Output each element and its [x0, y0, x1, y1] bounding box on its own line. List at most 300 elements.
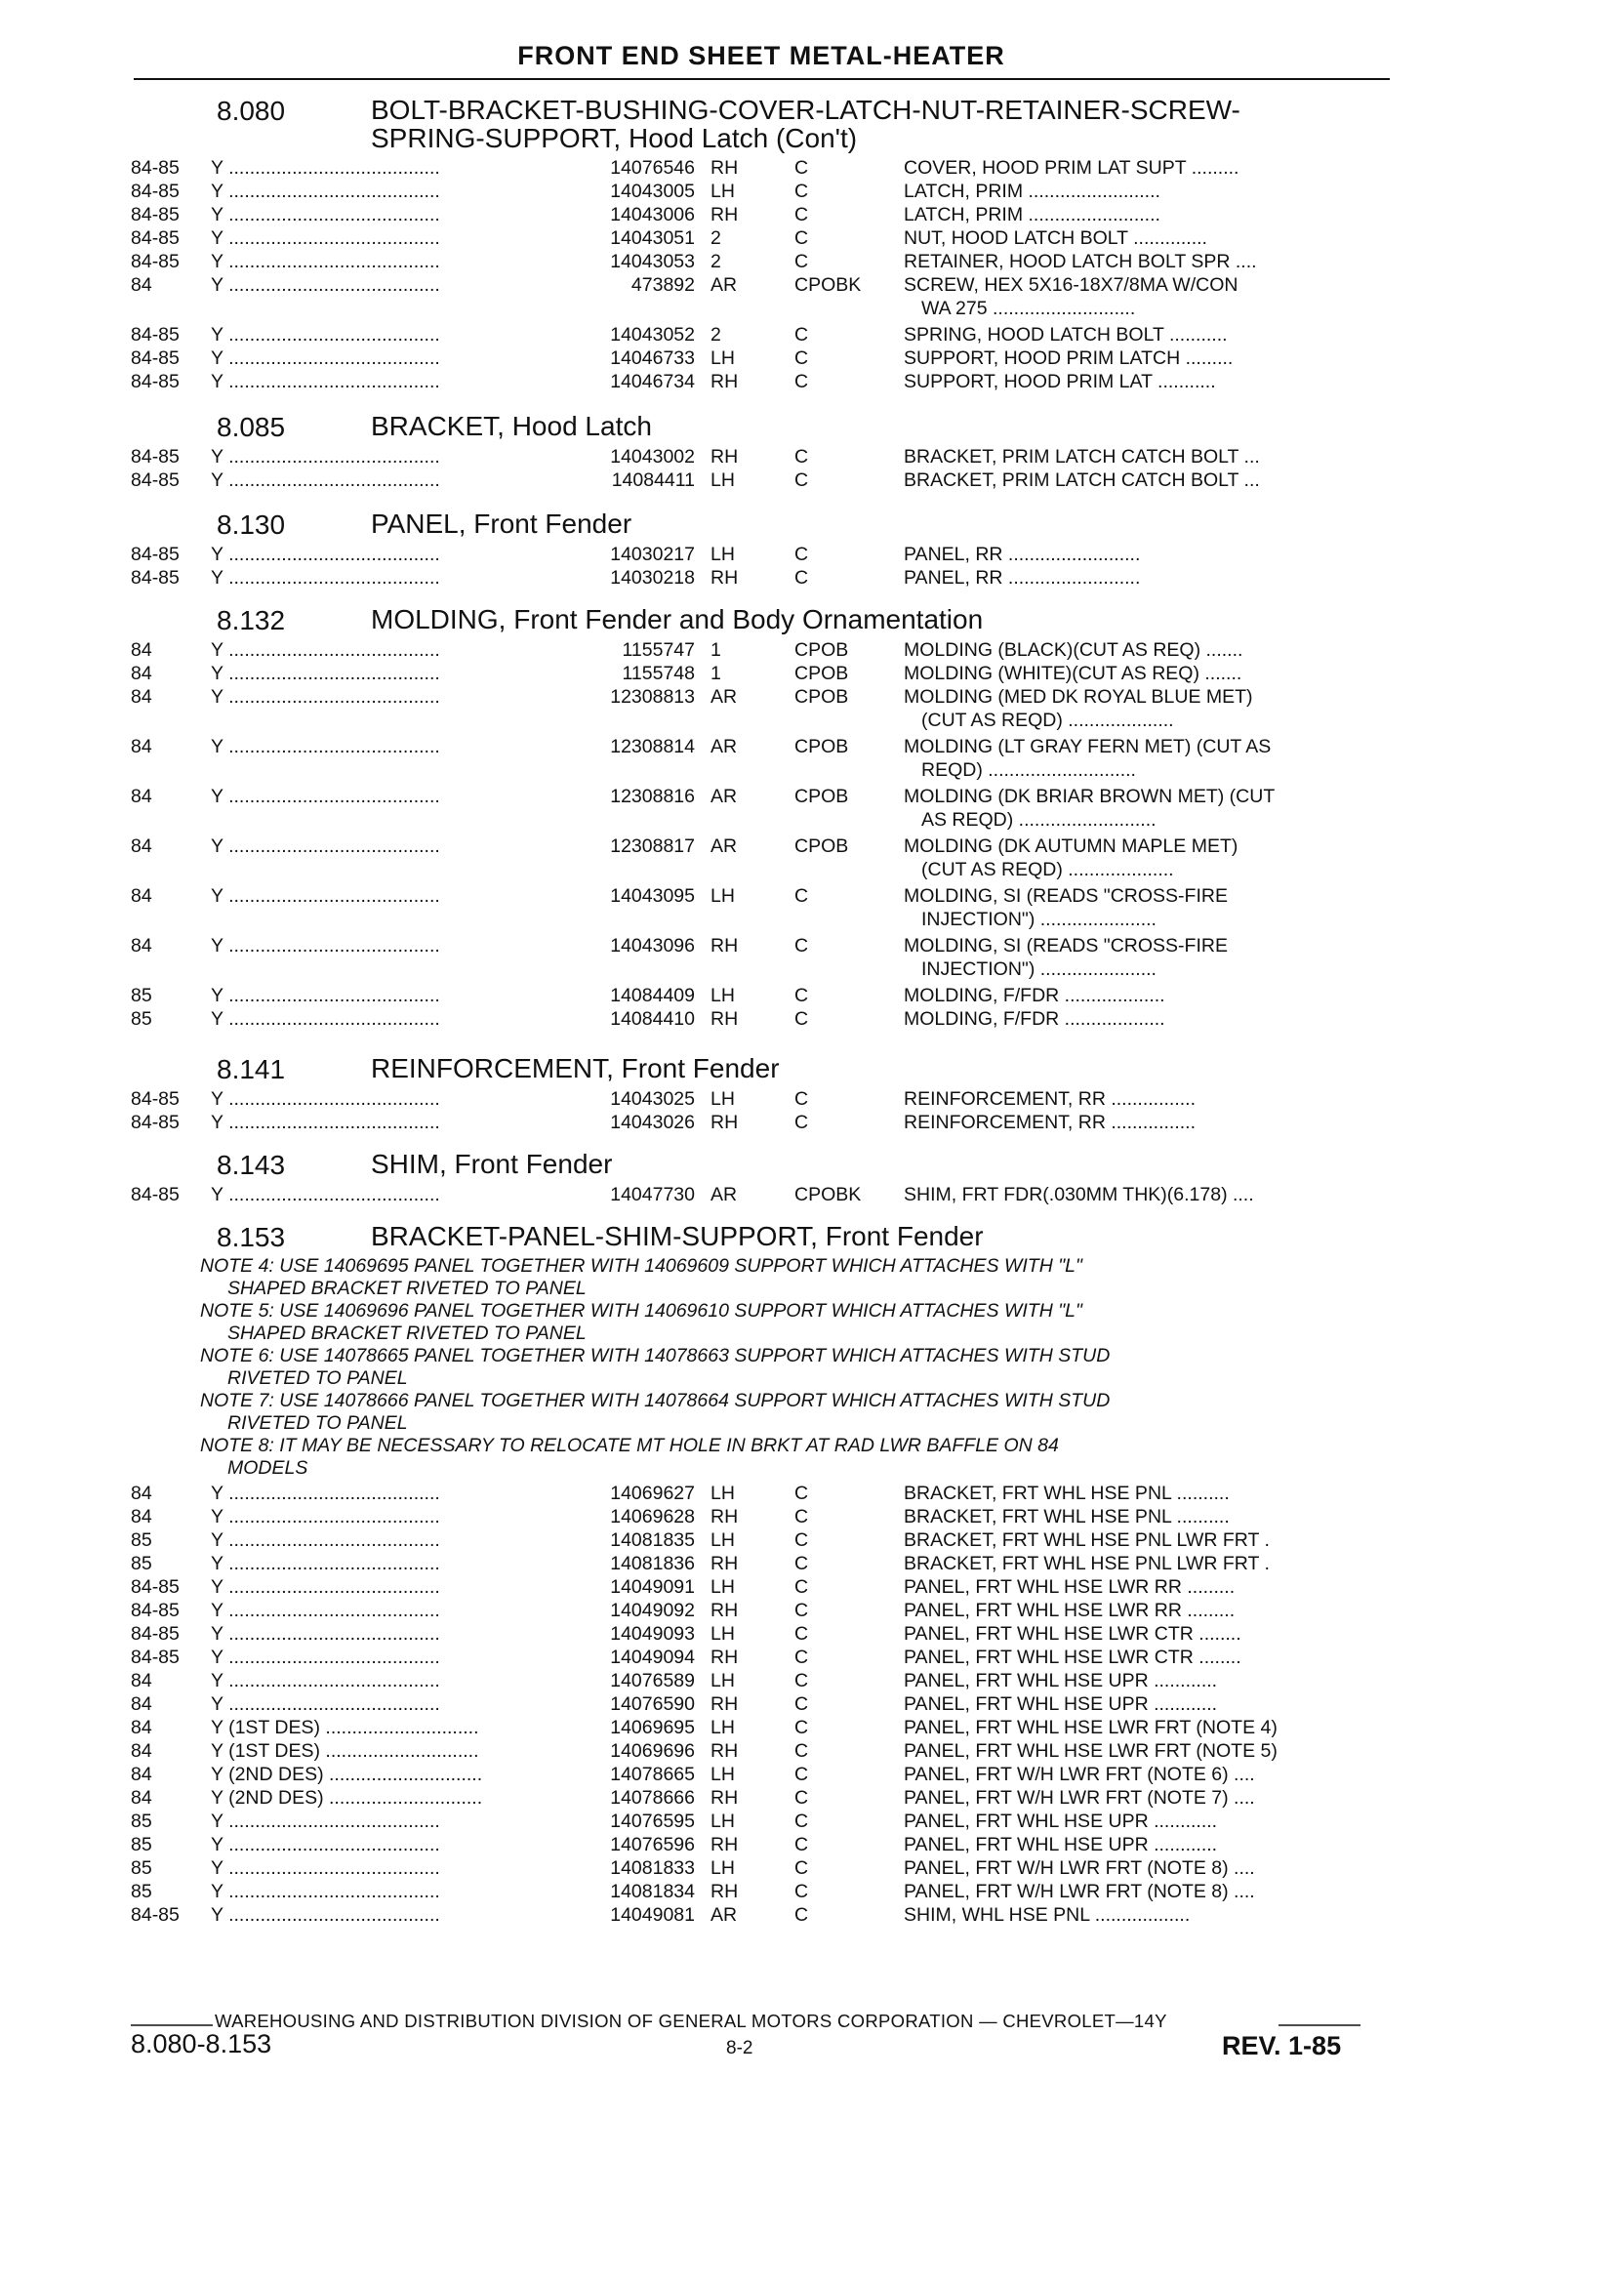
section-number: 8.085 — [217, 412, 286, 442]
description-line: PANEL, RR ......................... — [904, 567, 1141, 589]
part-number: 14081834 — [610, 1881, 695, 1902]
source-code: C — [794, 1112, 809, 1133]
description-line: PANEL, FRT WHL HSE UPR ............ — [904, 1693, 1218, 1715]
part-number: 14069695 — [610, 1717, 695, 1738]
quantity: LH — [710, 347, 735, 369]
body-indicator: Y ........................................ — [211, 1088, 440, 1110]
body-indicator: Y ........................................ — [211, 469, 440, 491]
parts-row — [0, 1575, 1405, 1599]
source-code: C — [794, 181, 809, 202]
note-line: NOTE 4: USE 14069695 PANEL TOGETHER WITH 14069609 SUPPORT WHICH ATTACHES WITH "L" — [200, 1255, 1082, 1277]
quantity: RH — [710, 1693, 739, 1715]
model-year: 84-85 — [131, 1647, 180, 1668]
body-indicator: Y ........................................ — [211, 1670, 440, 1691]
description-line-continued: (CUT AS REQD) .................... — [921, 859, 1174, 880]
part-description — [904, 346, 1382, 370]
parts-row — [0, 934, 1405, 984]
quantity: LH — [710, 1811, 735, 1832]
description-line: BRACKET, FRT WHL HSE PNL LWR FRT . — [904, 1553, 1270, 1574]
parts-row — [0, 543, 1405, 566]
part-description — [904, 1482, 1382, 1505]
model-year: 85 — [131, 1881, 152, 1902]
model-year: 85 — [131, 1834, 152, 1855]
body-indicator: Y (1ST DES) ............................. — [211, 1717, 479, 1738]
parts-row — [0, 735, 1405, 785]
part-description — [904, 203, 1382, 226]
description-line: PANEL, FRT W/H LWR FRT (NOTE 6) .... — [904, 1764, 1255, 1785]
part-description — [904, 662, 1382, 685]
note-line: NOTE 7: USE 14078666 PANEL TOGETHER WITH 14078664 SUPPORT WHICH ATTACHES WITH STUD — [200, 1390, 1111, 1411]
body-indicator: Y ........................................ — [211, 446, 440, 468]
part-number: 14049081 — [610, 1904, 695, 1926]
model-year: 85 — [131, 985, 152, 1006]
part-number: 14069627 — [610, 1483, 695, 1504]
part-description — [904, 835, 1382, 881]
catalog-section — [0, 605, 1405, 1031]
model-year: 84-85 — [131, 157, 180, 179]
source-code: CPOB — [794, 663, 849, 684]
description-line: MOLDING, SI (READS "CROSS-FIRE — [904, 935, 1228, 957]
parts-row — [0, 1183, 1405, 1206]
quantity: RH — [710, 1787, 739, 1809]
part-description — [904, 1087, 1382, 1111]
quantity: RH — [710, 1600, 739, 1621]
note-line-continued: SHAPED BRACKET RIVETED TO PANEL — [227, 1323, 587, 1344]
quantity: LH — [710, 1857, 735, 1879]
description-line: NUT, HOOD LATCH BOLT .............. — [904, 227, 1207, 249]
body-indicator: Y ........................................ — [211, 786, 440, 807]
quantity: AR — [710, 686, 738, 708]
model-year: 84-85 — [131, 1088, 180, 1110]
quantity: LH — [710, 469, 735, 491]
source-code: C — [794, 251, 809, 272]
source-code: C — [794, 985, 809, 1006]
source-code: C — [794, 1008, 809, 1030]
description-line: BRACKET, FRT WHL HSE PNL .......... — [904, 1506, 1230, 1527]
parts-row — [0, 685, 1405, 735]
part-number: 14078665 — [610, 1764, 695, 1785]
model-year: 84-85 — [131, 251, 180, 272]
part-number: 14084409 — [610, 985, 695, 1006]
quantity: LH — [710, 1576, 735, 1598]
parts-row — [0, 1739, 1405, 1763]
part-description — [904, 1880, 1382, 1903]
source-code: C — [794, 1553, 809, 1574]
quantity: RH — [710, 1647, 739, 1668]
part-number: 14043006 — [610, 204, 695, 225]
source-code: C — [794, 469, 809, 491]
source-code: C — [794, 1529, 809, 1551]
section-header — [0, 605, 1405, 638]
quantity: 2 — [710, 324, 721, 346]
part-number: 12308816 — [610, 786, 695, 807]
quantity: RH — [710, 1740, 739, 1762]
model-year: 84-85 — [131, 1576, 180, 1598]
parts-row — [0, 1646, 1405, 1669]
model-year: 84 — [131, 1717, 152, 1738]
description-line: PANEL, FRT WHL HSE LWR FRT (NOTE 4) — [904, 1717, 1278, 1738]
parts-row — [0, 346, 1405, 370]
quantity: RH — [710, 157, 739, 179]
source-code: C — [794, 347, 809, 369]
part-description — [904, 1763, 1382, 1786]
part-description — [904, 566, 1382, 590]
body-indicator: Y ........................................ — [211, 274, 440, 296]
body-indicator: Y ........................................ — [211, 686, 440, 708]
model-year: 84 — [131, 885, 152, 907]
parts-row — [0, 323, 1405, 346]
source-code: C — [794, 446, 809, 468]
source-code: C — [794, 1881, 809, 1902]
parts-row — [0, 566, 1405, 590]
parts-row — [0, 835, 1405, 884]
note-line: NOTE 6: USE 14078665 PANEL TOGETHER WITH 14078663 SUPPORT WHICH ATTACHES WITH STUD — [200, 1345, 1111, 1366]
part-number: 14030218 — [610, 567, 695, 589]
source-code: C — [794, 1506, 809, 1527]
part-description — [904, 934, 1382, 981]
parts-row — [0, 1810, 1405, 1833]
description-line-continued: (CUT AS REQD) .................... — [921, 710, 1174, 731]
body-indicator: Y ........................................ — [211, 1529, 440, 1551]
part-number: 14078666 — [610, 1787, 695, 1809]
parts-row — [0, 1856, 1405, 1880]
model-year: 84 — [131, 1764, 152, 1785]
part-description — [904, 1669, 1382, 1692]
part-number: 14049094 — [610, 1647, 695, 1668]
body-indicator: Y ........................................ — [211, 1857, 440, 1879]
section-number: 8.130 — [217, 509, 286, 540]
part-description — [904, 638, 1382, 662]
part-number: 14081836 — [610, 1553, 695, 1574]
source-code: C — [794, 1623, 809, 1645]
source-code: C — [794, 1764, 809, 1785]
section-header — [0, 412, 1405, 445]
description-line: PANEL, RR ......................... — [904, 544, 1141, 565]
section-header — [0, 96, 1405, 156]
quantity: AR — [710, 274, 738, 296]
body-indicator: Y ........................................ — [211, 1184, 440, 1205]
title-rule — [134, 78, 1390, 80]
model-year: 85 — [131, 1008, 152, 1030]
parts-row — [0, 1599, 1405, 1622]
model-year: 84-85 — [131, 469, 180, 491]
part-number: 1155748 — [622, 663, 695, 684]
section-title: BRACKET, Hood Latch — [371, 411, 652, 441]
parts-row — [0, 1552, 1405, 1575]
source-code: C — [794, 1717, 809, 1738]
description-line: PANEL, FRT W/H LWR FRT (NOTE 8) .... — [904, 1857, 1255, 1879]
source-code: C — [794, 1904, 809, 1926]
parts-row — [0, 156, 1405, 180]
part-number: 14049092 — [610, 1600, 695, 1621]
section-title: MOLDING, Front Fender and Body Ornamentation — [371, 604, 984, 634]
part-number: 1155747 — [622, 639, 695, 661]
quantity: RH — [710, 1834, 739, 1855]
part-description — [904, 1622, 1382, 1646]
parts-row — [0, 1716, 1405, 1739]
description-line: MOLDING, SI (READS "CROSS-FIRE — [904, 885, 1228, 907]
model-year: 84 — [131, 663, 152, 684]
source-code: C — [794, 1740, 809, 1762]
part-description — [904, 1903, 1382, 1927]
source-code: CPOB — [794, 686, 849, 708]
description-line: MOLDING (MED DK ROYAL BLUE MET) — [904, 686, 1253, 708]
body-indicator: Y (2ND DES) ............................. — [211, 1764, 483, 1785]
note-line: NOTE 5: USE 14069696 PANEL TOGETHER WITH 14069610 SUPPORT WHICH ATTACHES WITH "L" — [200, 1300, 1082, 1322]
quantity: AR — [710, 835, 738, 857]
description-line: PANEL, FRT WHL HSE UPR ............ — [904, 1670, 1218, 1691]
quantity: AR — [710, 786, 738, 807]
page-title: FRONT END SHEET METAL-HEATER — [517, 41, 1005, 70]
body-indicator: Y ........................................ — [211, 1647, 440, 1668]
parts-row — [0, 1786, 1405, 1810]
quantity: RH — [710, 1506, 739, 1527]
part-description — [904, 1528, 1382, 1552]
source-code: C — [794, 157, 809, 179]
body-indicator: Y ........................................ — [211, 567, 440, 589]
quantity: 2 — [710, 227, 721, 249]
source-code: C — [794, 1811, 809, 1832]
part-number: 14084410 — [610, 1008, 695, 1030]
part-description — [904, 1646, 1382, 1669]
part-number: 14076595 — [610, 1811, 695, 1832]
description-line: RETAINER, HOOD LATCH BOLT SPR .... — [904, 251, 1257, 272]
part-number: 12308817 — [610, 835, 695, 857]
part-number: 14047730 — [610, 1184, 695, 1205]
description-line: PANEL, FRT WHL HSE LWR RR ......... — [904, 1600, 1236, 1621]
quantity: LH — [710, 1483, 735, 1504]
body-indicator: Y ........................................ — [211, 1600, 440, 1621]
model-year: 84-85 — [131, 227, 180, 249]
description-line: PANEL, FRT WHL HSE LWR CTR ........ — [904, 1647, 1241, 1668]
part-number: 14049091 — [610, 1576, 695, 1598]
catalog-section — [0, 1150, 1405, 1206]
source-code: C — [794, 1576, 809, 1598]
source-code: C — [794, 227, 809, 249]
part-description — [904, 1575, 1382, 1599]
body-indicator: Y (1ST DES) ............................. — [211, 1740, 479, 1762]
parts-row — [0, 1482, 1405, 1505]
description-line: MOLDING, F/FDR ................... — [904, 1008, 1165, 1030]
source-code: CPOB — [794, 786, 849, 807]
parts-row — [0, 638, 1405, 662]
part-description — [904, 323, 1382, 346]
description-line: PANEL, FRT WHL HSE LWR RR ......... — [904, 1576, 1236, 1598]
section-header — [0, 1222, 1405, 1255]
body-indicator: Y ........................................ — [211, 1623, 440, 1645]
part-description — [904, 1786, 1382, 1810]
part-number: 473892 — [630, 274, 695, 296]
catalog-section — [0, 96, 1405, 393]
footer-page-number: 8-2 — [726, 2038, 753, 2058]
source-code: C — [794, 1088, 809, 1110]
source-code: CPOBK — [794, 274, 862, 296]
footer-section-range: 8.080-8.153 — [131, 2029, 272, 2058]
body-indicator: Y ........................................ — [211, 227, 440, 249]
body-indicator: Y ........................................ — [211, 347, 440, 369]
body-indicator: Y ........................................ — [211, 251, 440, 272]
parts-row — [0, 1007, 1405, 1031]
section-notes — [0, 1255, 1391, 1480]
body-indicator: Y ........................................ — [211, 1008, 440, 1030]
section-number: 8.141 — [217, 1054, 286, 1084]
source-code: C — [794, 1787, 809, 1809]
model-year: 84 — [131, 786, 152, 807]
quantity: RH — [710, 371, 739, 392]
description-line: SPRING, HOOD LATCH BOLT ........... — [904, 324, 1228, 346]
model-year: 85 — [131, 1811, 152, 1832]
body-indicator: Y ........................................ — [211, 371, 440, 392]
body-indicator: Y ........................................ — [211, 1553, 440, 1574]
part-number: 14076590 — [610, 1693, 695, 1715]
description-line: MOLDING (LT GRAY FERN MET) (CUT AS — [904, 736, 1272, 757]
quantity: LH — [710, 1670, 735, 1691]
section-title: SHIM, Front Fender — [371, 1149, 613, 1179]
part-description — [904, 735, 1382, 782]
source-code: C — [794, 567, 809, 589]
body-indicator: Y ........................................ — [211, 1112, 440, 1133]
parts-row — [0, 250, 1405, 273]
body-indicator: Y ........................................ — [211, 204, 440, 225]
parts-row — [0, 984, 1405, 1007]
quantity: RH — [710, 446, 739, 468]
model-year: 84-85 — [131, 1184, 180, 1205]
description-line: SHIM, WHL HSE PNL .................. — [904, 1904, 1191, 1926]
body-indicator: Y ........................................ — [211, 985, 440, 1006]
quantity: LH — [710, 985, 735, 1006]
part-description — [904, 685, 1382, 732]
catalog-section — [0, 1222, 1405, 1927]
description-line: LATCH, PRIM ......................... — [904, 181, 1160, 202]
quantity: LH — [710, 1717, 735, 1738]
model-year: 85 — [131, 1553, 152, 1574]
part-description — [904, 1739, 1382, 1763]
model-year: 84-85 — [131, 181, 180, 202]
quantity: RH — [710, 1112, 739, 1133]
part-number: 14081833 — [610, 1857, 695, 1879]
model-year: 84 — [131, 1483, 152, 1504]
parts-row — [0, 203, 1405, 226]
parts-row — [0, 1833, 1405, 1856]
quantity: 1 — [710, 663, 721, 684]
part-number: 14043005 — [610, 181, 695, 202]
model-year: 84 — [131, 686, 152, 708]
model-year: 84-85 — [131, 347, 180, 369]
part-number: 14076589 — [610, 1670, 695, 1691]
source-code: C — [794, 324, 809, 346]
model-year: 84 — [131, 639, 152, 661]
body-indicator: Y ........................................ — [211, 1881, 440, 1902]
body-indicator: Y ........................................ — [211, 1904, 440, 1926]
section-header — [0, 1054, 1405, 1087]
note-line-continued: RIVETED TO PANEL — [227, 1412, 408, 1434]
footer-revision: REV. 1-85 — [1222, 2031, 1342, 2060]
model-year: 84-85 — [131, 1112, 180, 1133]
description-line: PANEL, FRT W/H LWR FRT (NOTE 8) .... — [904, 1881, 1255, 1902]
part-description — [904, 1552, 1382, 1575]
part-description — [904, 543, 1382, 566]
description-line: PANEL, FRT WHL HSE LWR FRT (NOTE 5) — [904, 1740, 1278, 1762]
note-line-continued: SHAPED BRACKET RIVETED TO PANEL — [227, 1278, 587, 1299]
description-line: SUPPORT, HOOD PRIM LATCH ......... — [904, 347, 1234, 369]
quantity: AR — [710, 1904, 738, 1926]
part-description — [904, 1111, 1382, 1134]
model-year: 84 — [131, 935, 152, 957]
body-indicator: Y ........................................ — [211, 885, 440, 907]
part-number: 14076596 — [610, 1834, 695, 1855]
section-title: REINFORCEMENT, Front Fender — [371, 1053, 780, 1083]
body-indicator: Y ........................................ — [211, 1811, 440, 1832]
description-line: BRACKET, FRT WHL HSE PNL LWR FRT . — [904, 1529, 1270, 1551]
section-title: BOLT-BRACKET-BUSHING-COVER-LATCH-NUT-RETAINER-SCREW-SPRING-SUPPORT, Hood Latch (Con't) — [371, 95, 1240, 153]
footer-corporation: WAREHOUSING AND DISTRIBUTION DIVISION OF GENERAL MOTORS CORPORATION — CHEVROLET—14Y — [215, 2011, 1167, 2031]
quantity: 2 — [710, 251, 721, 272]
part-description — [904, 180, 1382, 203]
part-description — [904, 1856, 1382, 1880]
part-number: 14043002 — [610, 446, 695, 468]
parts-row — [0, 1692, 1405, 1716]
body-indicator: Y ........................................ — [211, 663, 440, 684]
description-line: MOLDING (BLACK)(CUT AS REQ) ....... — [904, 639, 1243, 661]
part-description — [904, 1007, 1382, 1031]
description-line-continued: REQD) ............................ — [921, 759, 1136, 781]
body-indicator: Y ........................................ — [211, 835, 440, 857]
parts-row — [0, 226, 1405, 250]
description-line: COVER, HOOD PRIM LAT SUPT ......... — [904, 157, 1239, 179]
body-indicator: Y ........................................ — [211, 1576, 440, 1598]
section-number: 8.153 — [217, 1222, 286, 1252]
parts-row — [0, 445, 1405, 468]
description-line: BRACKET, PRIM LATCH CATCH BOLT ... — [904, 446, 1260, 468]
description-line: MOLDING (DK AUTUMN MAPLE MET) — [904, 835, 1238, 857]
part-description — [904, 984, 1382, 1007]
description-line: LATCH, PRIM ......................... — [904, 204, 1160, 225]
quantity: AR — [710, 1184, 738, 1205]
model-year: 84 — [131, 1740, 152, 1762]
model-year: 84-85 — [131, 567, 180, 589]
quantity: RH — [710, 567, 739, 589]
model-year: 84-85 — [131, 371, 180, 392]
part-description — [904, 1183, 1382, 1206]
catalog-section — [0, 412, 1405, 492]
part-description — [904, 226, 1382, 250]
parts-row — [0, 785, 1405, 835]
part-description — [904, 785, 1382, 832]
parts-row — [0, 884, 1405, 934]
part-number: 14084411 — [611, 469, 695, 491]
part-description — [904, 468, 1382, 492]
body-indicator: Y ........................................ — [211, 736, 440, 757]
quantity: LH — [710, 1623, 735, 1645]
source-code: C — [794, 1693, 809, 1715]
model-year: 84 — [131, 1693, 152, 1715]
parts-row — [0, 1903, 1405, 1927]
source-code: C — [794, 1647, 809, 1668]
part-number: 12308814 — [610, 736, 695, 757]
description-line: MOLDING (WHITE)(CUT AS REQ) ....... — [904, 663, 1242, 684]
quantity: RH — [710, 1008, 739, 1030]
quantity: LH — [710, 885, 735, 907]
source-code: C — [794, 1670, 809, 1691]
model-year: 84 — [131, 1670, 152, 1691]
description-line: PANEL, FRT W/H LWR FRT (NOTE 7) .... — [904, 1787, 1255, 1809]
description-line: REINFORCEMENT, RR ................ — [904, 1088, 1197, 1110]
model-year: 85 — [131, 1857, 152, 1879]
source-code: CPOB — [794, 639, 849, 661]
model-year: 84-85 — [131, 1904, 180, 1926]
description-line: SCREW, HEX 5X16-18X7/8MA W/CON — [904, 274, 1238, 296]
description-line: REINFORCEMENT, RR ................ — [904, 1112, 1197, 1133]
